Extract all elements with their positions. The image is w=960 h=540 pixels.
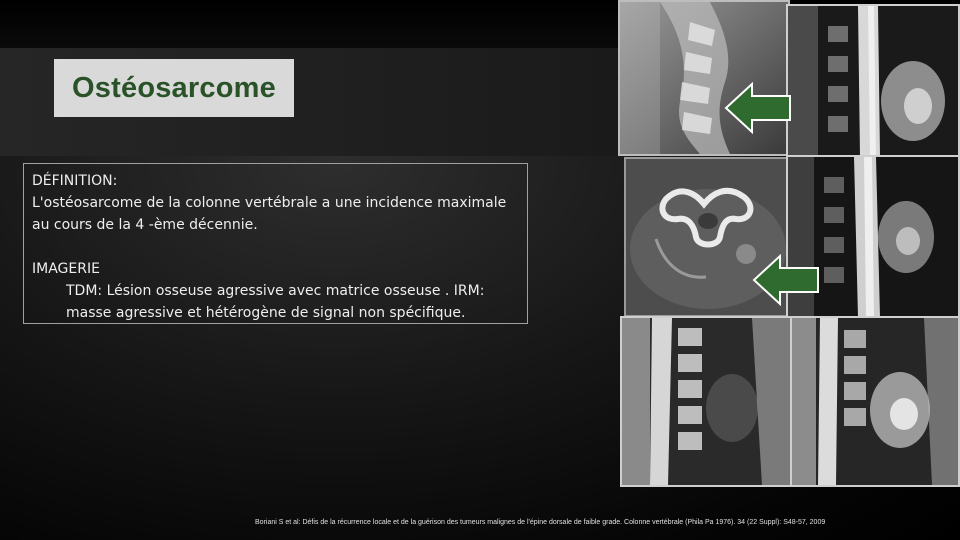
spacer (32, 236, 519, 258)
left-arrow-icon (752, 254, 820, 306)
definition-text: L'ostéosarcome de la colonne vertébrale a une incidence maximale au cours de la 4 -ème décennie. (32, 195, 507, 233)
left-arrow-icon (724, 82, 792, 134)
title-box (54, 59, 294, 117)
image-collage (616, 0, 960, 487)
slide-title: Ostéosarcome (72, 71, 276, 104)
sagittal-mri-top-image (786, 4, 960, 158)
citation: Boriani S et al: Défis de la récurrence locale et de la guérison des tumeurs malignes de l'épine dorsale de faible grade. Colonne vertébrale (Phila Pa 1976). 34 (22 Suppl): S48-57, 2009 (255, 519, 826, 526)
sagittal-t1-mri-image (620, 316, 792, 487)
imaging-text: TDM: Lésion osseuse agressive avec matrice osseuse . IRM: masse agressive et hétérogène de signal non spécifique. (66, 283, 485, 321)
definition-heading: DÉFINITION: (32, 173, 118, 189)
content-box (23, 163, 528, 324)
sagittal-contrast-mri-image (790, 316, 960, 487)
imaging-heading: IMAGERIE (32, 261, 100, 277)
